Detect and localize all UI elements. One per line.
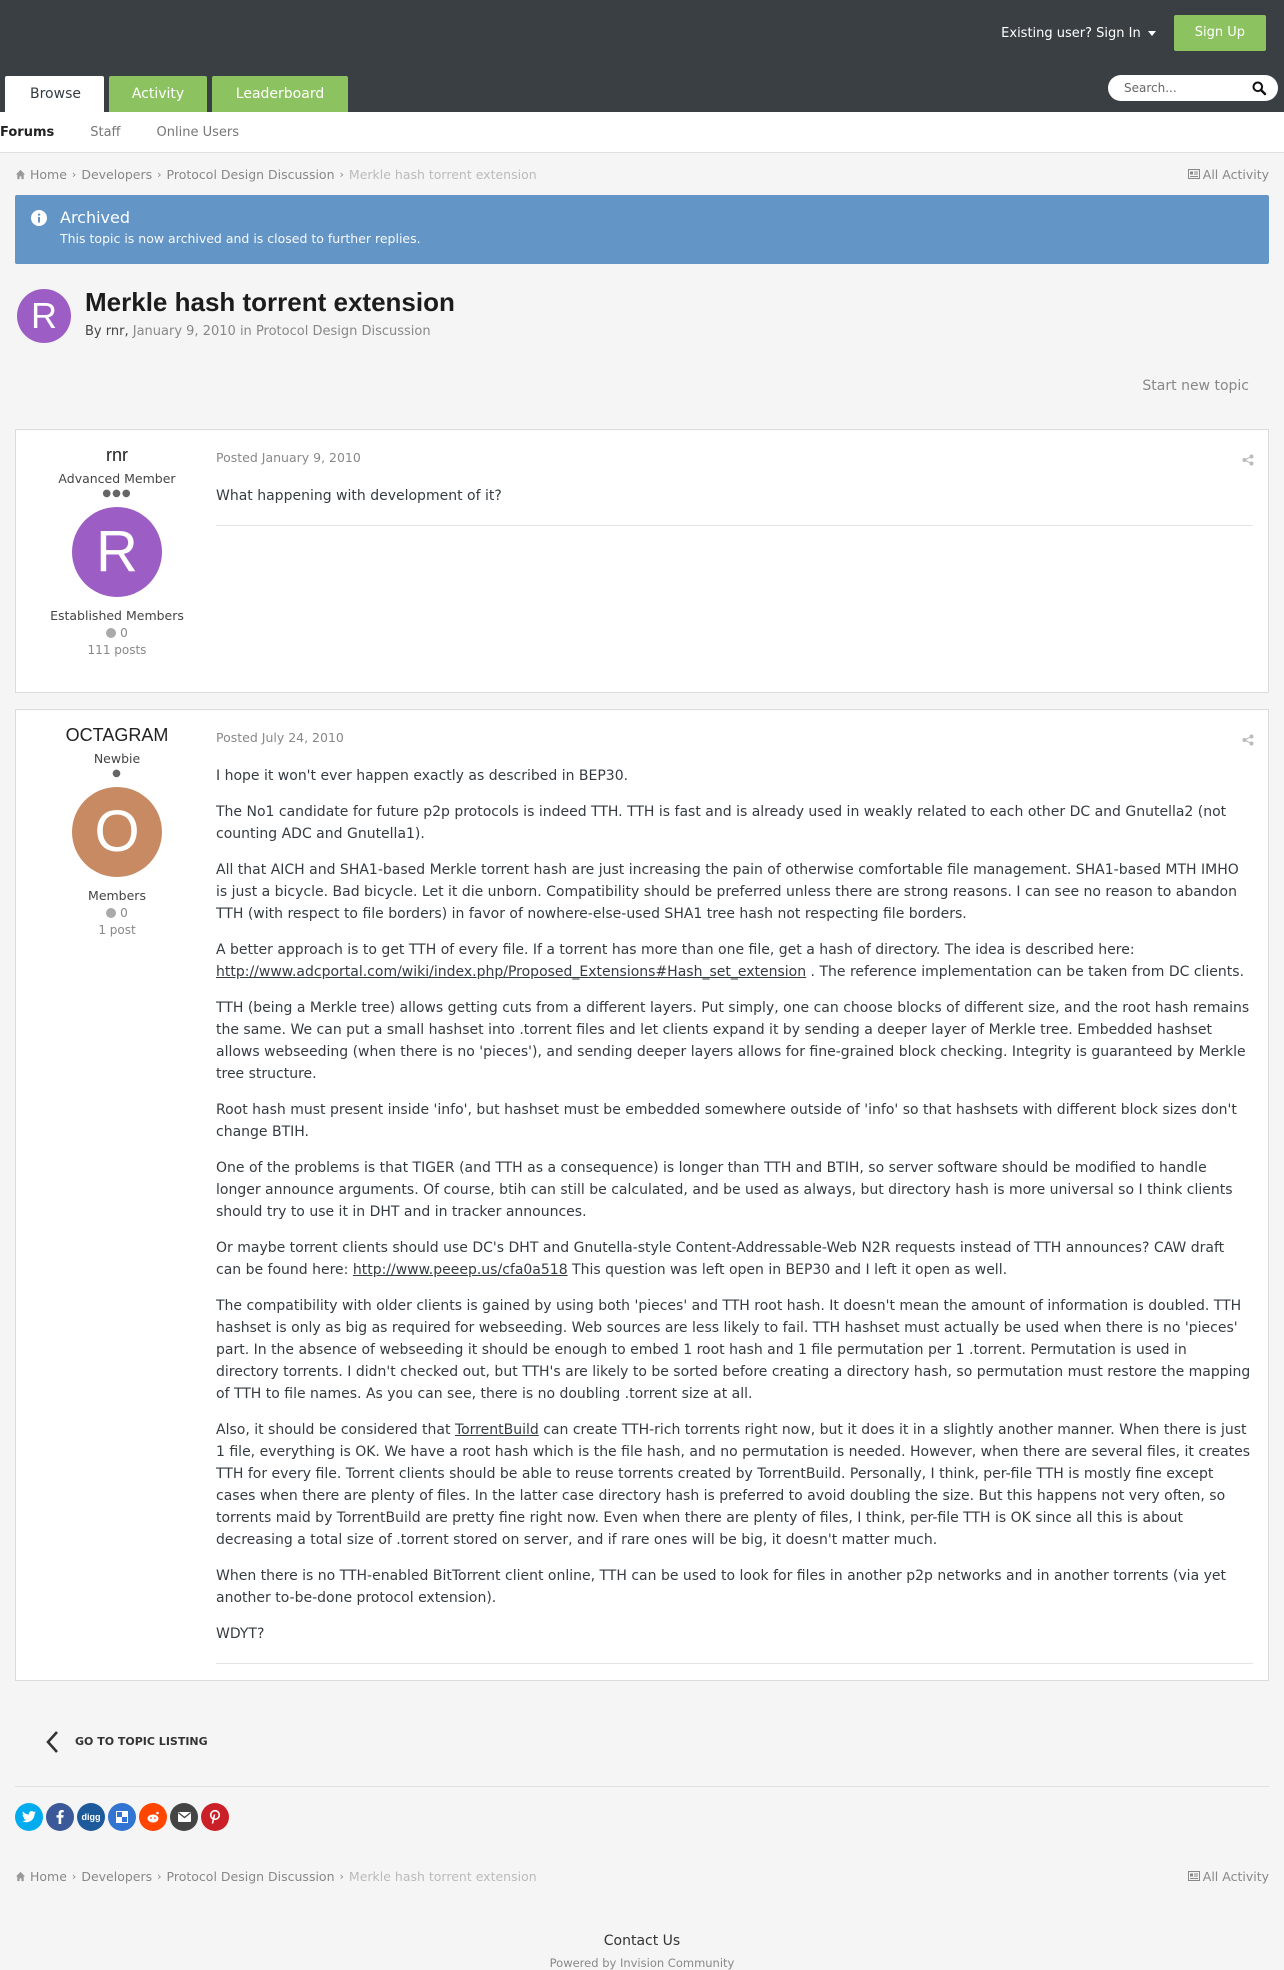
reputation [16, 906, 218, 920]
adcportal-link[interactable]: http://www.adcportal.com/wiki/index.php/Proposed_Extensions#Hash_set_extension [216, 964, 807, 980]
avatar[interactable]: R [17, 289, 71, 343]
subnav-staff[interactable]: Staff [90, 124, 121, 140]
reddit-icon[interactable] [139, 1803, 167, 1831]
activity-icon [1188, 169, 1200, 179]
text-span: Or maybe torrent clients should use DC's DHT and Gnutella-style Content-Addressable-Web N2R requests instead of TTH announces? CAW draft can be found here: [216, 1240, 1225, 1278]
breadcrumb-developers[interactable]: Developers [81, 166, 153, 182]
all-activity-label: All Activity [1202, 166, 1269, 182]
topic-author-link[interactable]: rnr [105, 324, 125, 339]
post-paragraph: The No1 candidate for future p2p protocols is indeed TTH. TTH is fast and is already used in weakly related to each other DC and Gnutella2 (not counting ADC and Gnutella1). [216, 804, 1227, 842]
start-new-topic-button[interactable]: Start new topic [1142, 378, 1249, 394]
contact-us-link[interactable]: Contact Us [603, 1933, 681, 1949]
all-activity-link[interactable] [1188, 167, 1269, 182]
text-span: Also, it should be considered that [216, 1422, 455, 1438]
divider [216, 525, 1253, 526]
powered-by-link[interactable]: Powered by Invision Community [549, 1956, 735, 1970]
tab-leaderboard[interactable]: Leaderboard [212, 76, 348, 112]
post-paragraph: What happening with development of it? [216, 488, 502, 504]
chevron-right-icon: › [71, 167, 77, 181]
breadcrumb [0, 1855, 1284, 1897]
breadcrumb-developers[interactable]: Developers [81, 1868, 153, 1884]
by-label: By [85, 324, 102, 339]
subnav-online-users[interactable]: Online Users [156, 124, 239, 140]
post-paragraph [216, 1419, 1253, 1551]
post-date: Posted January 9, 2010 [216, 450, 361, 465]
post-paragraph [216, 939, 1253, 983]
breadcrumb-home[interactable] [15, 167, 67, 182]
author-rank: Newbie [93, 751, 141, 766]
topic-actions [0, 369, 1284, 429]
text-span: A better approach is to get TTH of every file. If a torrent has more than one file, get a hash of directory. The idea is described here: [216, 942, 1135, 958]
home-icon [15, 169, 26, 180]
rank-pips-icon: ● [112, 768, 122, 779]
sign-in-link[interactable] [1001, 26, 1156, 41]
text-span: can create TTH-rich torrents right now, but it does it in a slightly another manner. When there is just 1 file, everything is OK. We have a root hash which is the file hash, and no permutation is needed. However, when there are several files, it creates TTH for every file. Torrent clients should be able to reuse torrents created by TorrentBuild. Personally, I think, per-file TTH is mostly fine except cases when there are plenty of files. In the latter case directory hash is preferred to avoid doubling the size. But this happens not very often, so torrents maid by TorrentBuild are pretty fine right now. Even when there are plenty of files, I think, per-file TTH is OK since all this is about decreasing a total size of .torrent stored on server, and if rare ones will be big, it doesn't matter much. [216, 1422, 1251, 1548]
author-group: Members [88, 888, 146, 903]
post-author-panel [16, 430, 218, 657]
breadcrumb-home-label: Home [30, 166, 67, 182]
site-footer [0, 1933, 1284, 1970]
author-name[interactable]: OCTAGRAM [65, 725, 169, 745]
post-date: Posted July 24, 2010 [216, 730, 344, 745]
activity-icon [1188, 1871, 1200, 1881]
chevron-right-icon: › [339, 167, 344, 181]
breadcrumb [0, 153, 1284, 195]
share-icon[interactable] [1242, 454, 1254, 466]
post-paragraph: All that AICH and SHA1-based Merkle torrent hash are just increasing the pain of otherwise comfortable file management. SHA1-based MTH IMHO is just a bicycle. Bad bicycle. Let it die unborn. Compatibility should be preferred unless there are strong reasons. I can see no reason to abandon TTH (with respect to file borders) in favor of nowhere-else-used SHA1 tree hash not respecting file borders. [216, 862, 1239, 922]
post-paragraph: WDYT? [216, 1626, 265, 1642]
search-box [1108, 75, 1278, 101]
reputation-value: 0 [120, 906, 128, 920]
reputation [16, 626, 218, 640]
post-paragraph: The compatibility with older clients is gained by using both 'pieces' and TTH root hash. It doesn't mean the amount of information is doubled. TTH hashset is only as big as required for webseeding. Web sources are less likely to fail. TTH hashset must actually be used when there is no 'pieces' part. In the absence of webseeding it should be enough to embed 1 root hash and 1 file permutation per 1 .torrent. Permutation is used in directory torrents. I didn't checked out, but TTH's are likely to be sorted before creating a directory hash, so permutation must restore the mapping of TTH to file names. As you can see, there is no doubling .torrent size at all. [216, 1298, 1251, 1402]
chevron-right-icon: › [339, 1869, 344, 1883]
divider [216, 1663, 1253, 1664]
go-to-topic-listing[interactable] [15, 1697, 1269, 1787]
comma: , [124, 324, 129, 339]
text-span: This question was left open in BEP30 and I left it open as well. [567, 1262, 1008, 1278]
digg-icon[interactable]: digg [77, 1803, 105, 1831]
topic-forum-link[interactable]: Protocol Design Discussion [255, 324, 431, 339]
author-rank: Advanced Member [58, 471, 176, 486]
chevron-right-icon: › [157, 167, 162, 181]
tab-activity[interactable]: Activity [109, 76, 207, 112]
breadcrumb-current: Merkle hash torrent extension [348, 1868, 537, 1884]
breadcrumb-home[interactable] [15, 1869, 67, 1884]
home-icon [15, 1871, 26, 1882]
facebook-icon[interactable] [46, 1803, 74, 1831]
post-author-panel [16, 710, 218, 937]
subnav-forums[interactable]: Forums [0, 124, 55, 140]
post-paragraph: I hope it won't ever happen exactly as described in BEP30. [216, 768, 629, 784]
in-label: in [239, 324, 252, 339]
post-paragraph: Root hash must present inside 'info', but hashset must be embedded somewhere outside of 'info' so that hashsets with different block sizes don't change BTIH. [216, 1102, 1237, 1140]
sign-in-label: Existing user? Sign In [1001, 25, 1141, 41]
tab-browse[interactable]: Browse [5, 76, 104, 112]
post-paragraph: One of the problems is that TIGER (and TTH as a consequence) is longer than TTH and BTIH, so server software should be modified to handle longer announce arguments. Of course, btih can still be calculated, and be used as always, but directory hash is more universal so I think clients should try to use it in DHT and in tracker announces. [216, 1160, 1233, 1220]
topic-date: January 9, 2010 [132, 324, 236, 339]
torrentbuild-link[interactable]: TorrentBuild [454, 1422, 539, 1438]
sign-up-button[interactable]: Sign Up [1174, 15, 1266, 51]
sub-nav [0, 112, 1284, 153]
topic-meta [85, 324, 431, 339]
archived-notice [15, 195, 1269, 264]
search-icon[interactable] [1252, 81, 1266, 95]
all-activity-label: All Activity [1202, 1868, 1269, 1884]
post-count: 111 posts [87, 643, 147, 657]
reputation-icon [106, 908, 116, 918]
share-links [0, 1787, 1284, 1847]
delicious-icon[interactable] [108, 1803, 136, 1831]
page-title: Merkle hash torrent extension [85, 287, 455, 317]
post-content [216, 430, 1268, 542]
rank-pips-icon: ●●● [102, 488, 132, 499]
breadcrumb-current: Merkle hash torrent extension [348, 166, 537, 182]
chevron-right-icon: › [71, 1869, 77, 1883]
post [15, 429, 1269, 693]
main-nav [5, 76, 353, 112]
post [15, 709, 1269, 1681]
caret-down-icon [1148, 31, 1156, 36]
author-name[interactable]: rnr [106, 445, 128, 465]
text-span: . The reference implementation can be taken from DC clients. [806, 964, 1245, 980]
post-content [216, 710, 1268, 1680]
user-bar [1001, 15, 1266, 51]
post-paragraph [216, 1237, 1253, 1281]
avatar[interactable]: R [72, 507, 162, 597]
go-to-topic-listing-label: GO TO TOPIC LISTING [75, 1735, 208, 1748]
archived-message: This topic is now archived and is closed to further replies. [60, 231, 421, 246]
peeep-link[interactable]: http://www.peeep.us/cfa0a518 [352, 1262, 568, 1278]
all-activity-link[interactable] [1188, 1869, 1269, 1884]
email-icon[interactable] [170, 1803, 198, 1831]
post-count: 1 post [98, 923, 136, 937]
avatar[interactable]: O [72, 787, 162, 877]
reputation-value: 0 [120, 626, 128, 640]
breadcrumb-forum[interactable]: Protocol Design Discussion [166, 1868, 335, 1884]
post-paragraph: When there is no TTH-enabled BitTorrent client online, TTH can be used to look for files in another p2p networks and in another torrents (via yet another to-be-done protocol extension). [216, 1568, 1226, 1606]
search-input[interactable] [1124, 81, 1244, 95]
post-paragraph: TTH (being a Merkle tree) allows getting cuts from a different layers. Put simply, one can choose blocks of different size, and the root hash remains the same. We can put a small hashset into .torrent files and let clients expand it by sending a deeper layer of Merkle tree. Embedded hashset allows webseeding (when there is no 'pieces'), and sending deeper layers allows for fine-grained block checking. Integrity is guaranteed by Merkle tree structure. [216, 1000, 1250, 1082]
breadcrumb-forum[interactable]: Protocol Design Discussion [166, 166, 335, 182]
chevron-right-icon: › [157, 1869, 162, 1883]
topic-header [0, 279, 1284, 369]
author-group: Established Members [50, 608, 184, 623]
twitter-icon[interactable] [15, 1803, 43, 1831]
reputation-icon [106, 628, 116, 638]
pinterest-icon[interactable] [201, 1803, 229, 1831]
site-header [0, 0, 1284, 112]
breadcrumb-home-label: Home [30, 1868, 67, 1884]
info-icon [31, 210, 47, 226]
archived-title: Archived [60, 208, 131, 227]
chevron-left-icon [45, 1730, 59, 1754]
share-icon[interactable] [1242, 734, 1254, 746]
